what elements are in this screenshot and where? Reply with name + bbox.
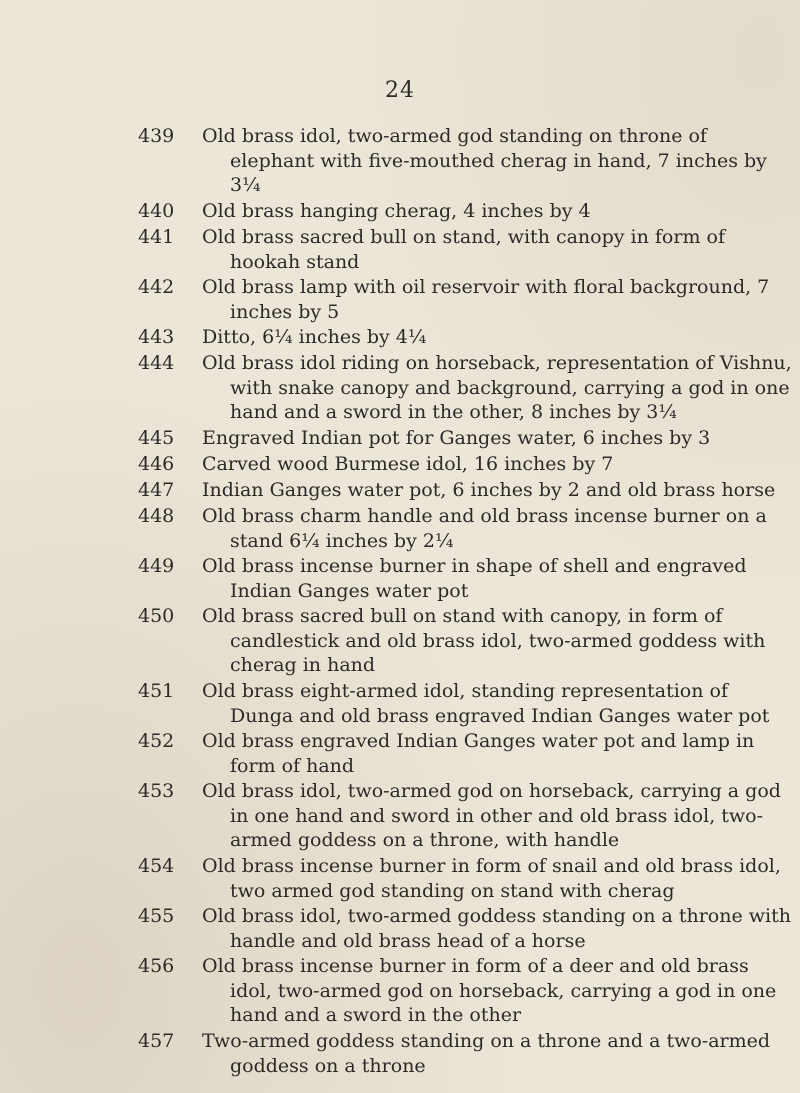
lot-description: Old brass sacred bull on stand with canopy, in form of candlestick and old brass idol, two-armed goddess with cherag in hand — [202, 605, 766, 677]
lot-description: Old brass idol, two-armed goddess standing on a throne with handle and old brass head of a horse — [202, 905, 791, 952]
lot-description: Old brass charm handle and old brass incense burner on a stand 6¼ inches by 2¼ — [202, 505, 767, 552]
page-number: 24 — [385, 78, 415, 103]
lot-number: 454 — [138, 855, 175, 877]
lot-description: Old brass idol riding on horseback, representation of Vishnu, with snake canopy and background, carrying a god in one hand and a sword in the other, 8 inches by 3¼ — [202, 352, 792, 424]
lot-description: Old brass incense burner in form of snail and old brass idol, two armed god standing on stand with cherag — [202, 855, 781, 902]
lot-number: 456 — [138, 955, 175, 977]
lot-number: 452 — [138, 730, 175, 752]
lot-description: Carved wood Burmese idol, 16 inches by 7 — [202, 453, 614, 475]
lot-description: Old brass hanging cherag, 4 inches by 4 — [202, 200, 591, 222]
lot-number: 445 — [138, 427, 175, 449]
lot-number: 447 — [138, 479, 175, 501]
lot-number: 440 — [138, 200, 175, 222]
lot-description: Old brass eight-armed idol, standing representation of Dunga and old brass engraved Indian Ganges water pot — [202, 680, 770, 727]
lot-description: Old brass idol, two-armed god on horseback, carrying a god in one hand and sword in other and old brass idol, two-armed goddess on a throne, with handle — [202, 780, 781, 852]
lot-number: 442 — [138, 276, 175, 298]
lot-number: 453 — [138, 780, 175, 802]
lot-number: 446 — [138, 453, 175, 475]
lot-number: 449 — [138, 555, 175, 577]
lot-description: Old brass engraved Indian Ganges water pot and lamp in form of hand — [202, 730, 755, 777]
lot-description: Engraved Indian pot for Ganges water, 6 inches by 3 — [202, 427, 711, 449]
lot-number: 457 — [138, 1030, 175, 1052]
lot-number: 448 — [138, 505, 175, 527]
lot-description: Two-armed goddess standing on a throne and a two-armed goddess on a throne — [202, 1030, 771, 1077]
lot-number: 444 — [138, 352, 175, 374]
lot-description: Old brass lamp with oil reservoir with floral background, 7 inches by 5 — [202, 276, 770, 323]
lot-description: Old brass idol, two-armed god standing on throne of elephant with five-mouthed cherag in hand, 7 inches by 3¼ — [202, 125, 767, 197]
lot-number: 439 — [138, 125, 175, 147]
lot-number: 441 — [138, 226, 175, 248]
lot-number: 455 — [138, 905, 175, 927]
lot-number: 451 — [138, 680, 175, 702]
lot-description: Ditto, 6¼ inches by 4¼ — [202, 326, 427, 348]
lot-description: Indian Ganges water pot, 6 inches by 2 and old brass horse — [202, 479, 776, 501]
lot-number: 443 — [138, 326, 175, 348]
lot-description: Old brass incense burner in shape of shell and engraved Indian Ganges water pot — [202, 555, 747, 602]
lot-number: 450 — [138, 605, 175, 627]
lot-description: Old brass sacred bull on stand, with canopy in form of hookah stand — [202, 226, 725, 273]
lot-description: Old brass incense burner in form of a deer and old brass idol, two-armed god on horseback, carrying a god in one hand and a sword in the other — [202, 955, 777, 1027]
